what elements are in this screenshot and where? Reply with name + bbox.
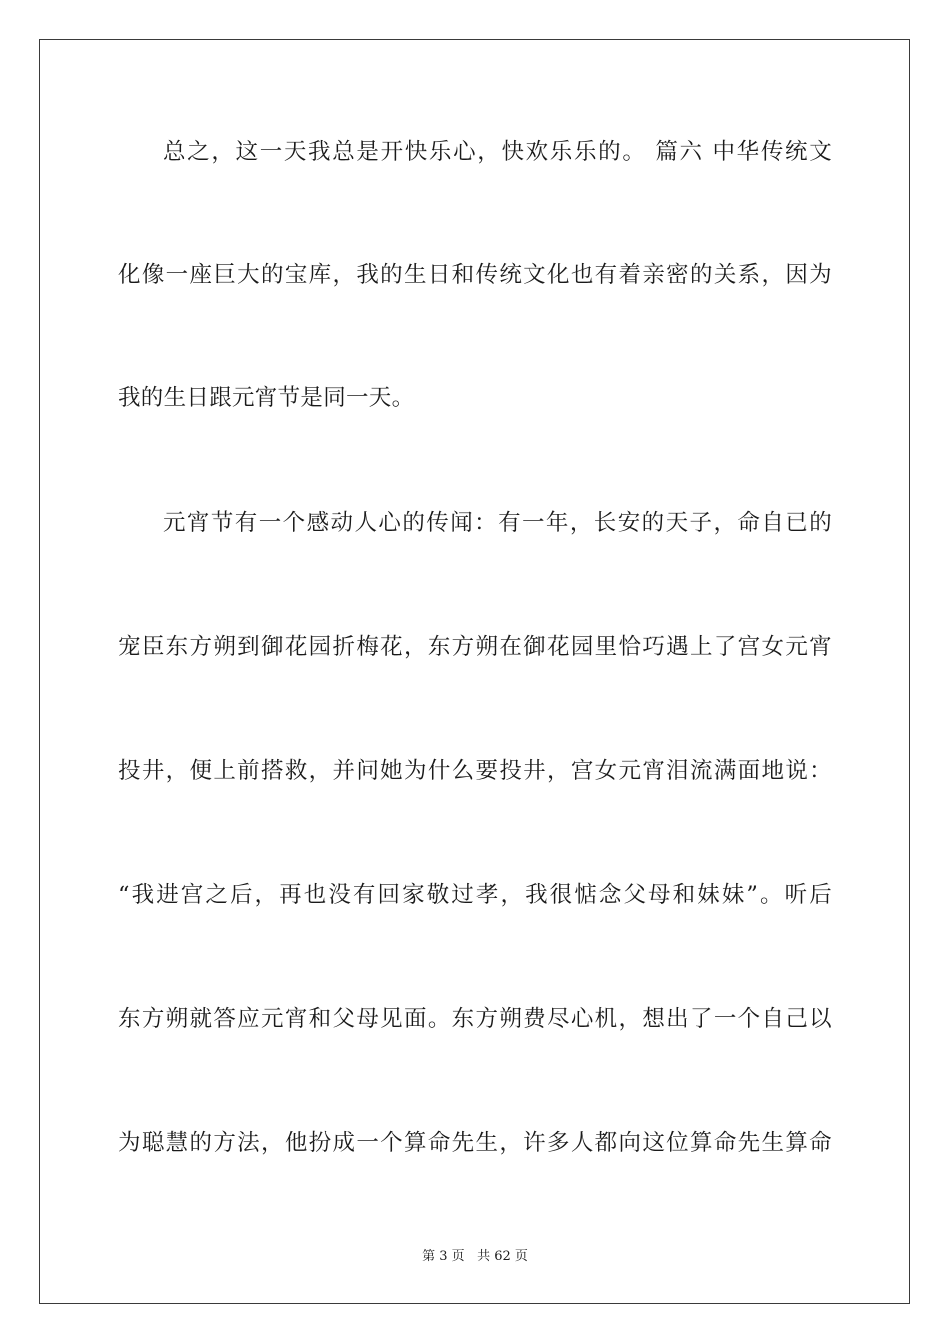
page-total: 共 62 页 [477, 1249, 528, 1264]
paragraph-line-5: 宠臣东方朔到御花园折梅花，东方朔在御花园里恰巧遇上了宫女元宵 [118, 634, 832, 660]
paragraph-line-7: “我进宫之后，再也没有回家敬过孝，我很惦念父母和妹妹”。听后 [118, 882, 832, 908]
paragraph-line-4: 元宵节有一个感动人心的传闻：有一年，长安的天子，命自已的 [163, 510, 832, 536]
paragraph-line-3: 我的生日跟元宵节是同一天。 [118, 385, 415, 411]
page-footer [0, 1248, 950, 1266]
paragraph-line-1: 总之，这一天我总是开快乐心，快欢乐乐的。 篇六 中华传统文 [163, 139, 832, 165]
paragraph-line-2: 化像一座巨大的宝库，我的生日和传统文化也有着亲密的关系，因为 [118, 262, 832, 288]
paragraph-line-8: 东方朔就答应元宵和父母见面。东方朔费尽心机，想出了一个自己以 [118, 1006, 832, 1032]
paragraph-line-6: 投井，便上前搭救，并问她为什么要投井，宫女元宵泪流满面地说： [118, 758, 832, 784]
paragraph-line-9: 为聪慧的方法，他扮成一个算命先生，许多人都向这位算命先生算命 [118, 1130, 832, 1156]
page-border [39, 39, 910, 1304]
page-number: 第 3 页 [422, 1249, 465, 1264]
